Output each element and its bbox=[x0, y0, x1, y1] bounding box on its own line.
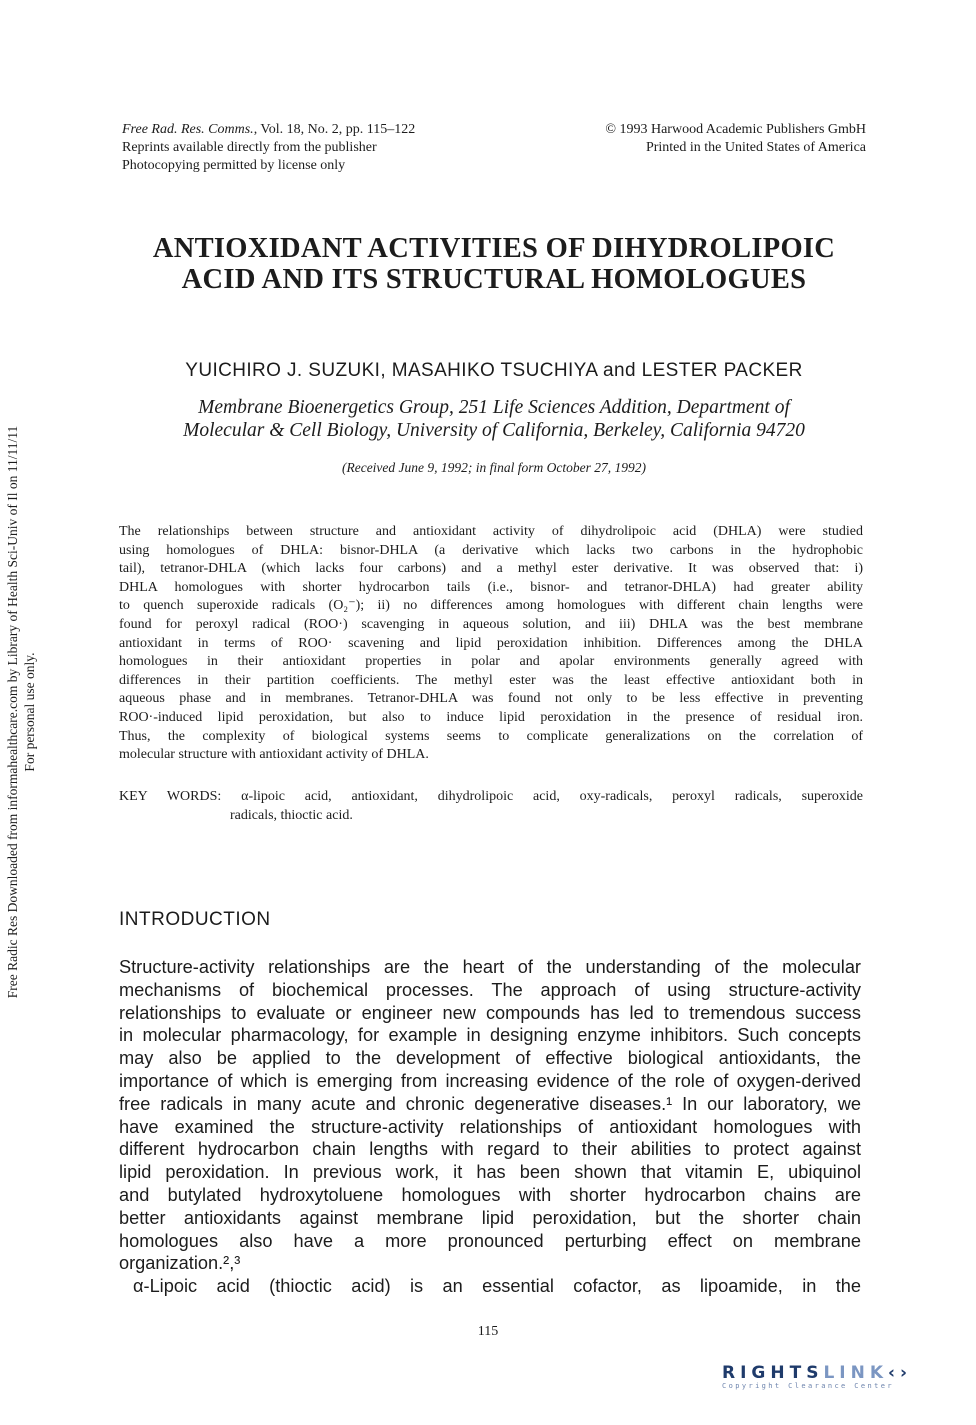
body-line: relationships to evaluate or engineer new compounds has led to tremendous success bbox=[119, 1002, 861, 1023]
abstract-line: using homologues of DHLA: bisnor-DHLA (a derivative which lacks two carbons in the hydrophobic bbox=[119, 542, 863, 558]
journal-citation: , Vol. 18, No. 2, pp. 115–122 bbox=[253, 122, 416, 137]
body-line: in molecular pharmacology, for example in designing enzyme inhibitors. Such concepts bbox=[119, 1025, 861, 1046]
rightslink-brand-dark: RIGHTS bbox=[722, 1363, 824, 1383]
body-line: lipid peroxidation. In previous work, it has been shown that vitamin E, ubiquinol bbox=[119, 1162, 861, 1183]
body-line: better antioxidants against membrane lipid peroxidation, but the shorter chain bbox=[119, 1207, 861, 1228]
article-title bbox=[100, 233, 888, 295]
abstract-line: found for peroxyl radical (ROO·) scavenging in aqueous solution, and iii) DHLA was the best membrane bbox=[119, 616, 863, 632]
abstract bbox=[119, 523, 863, 765]
reprints-note: Reprints available directly from the publisher bbox=[122, 140, 377, 155]
abstract-line: homologues in their antioxidant properties in polar and apolar environments generally agreed with bbox=[119, 654, 863, 670]
section-heading: INTRODUCTION bbox=[119, 909, 271, 930]
body-line: and butylated hydroxytoluene homologues with shorter hydrocarbon chains are bbox=[119, 1184, 861, 1205]
keywords-line-1: α-lipoic acid, antioxidant, dihydrolipoic acid, oxy-radicals, peroxyl radicals, superoxide bbox=[241, 789, 864, 804]
abstract-line: molecular structure with antioxidant activity of DHLA. bbox=[119, 747, 429, 763]
body-line: mechanisms of biochemical processes. The approach of using structure-activity bbox=[119, 979, 861, 1000]
abstract-line: aqueous phase and in membranes. Tetranor-DHLA was found not only to be less effective in preventing bbox=[119, 691, 863, 707]
rightslink-logo[interactable] bbox=[722, 1363, 962, 1403]
affiliation-line-2: Molecular & Cell Biology, University of California, Berkeley, California 94720 bbox=[183, 420, 805, 441]
body-line: free radicals in many acute and chronic degenerative diseases.¹ In our laboratory, we bbox=[119, 1093, 861, 1114]
download-watermark bbox=[4, 352, 52, 1072]
rightslink-arrows-icon: ‹› bbox=[888, 1363, 913, 1383]
affiliation-line-1: Membrane Bioenergetics Group, 251 Life Sciences Addition, Department of bbox=[198, 397, 790, 418]
abstract-line: antioxidant in terms of ROO· scavening and lipid peroxidation inhibition. Differences among the DHLA bbox=[119, 635, 863, 651]
abstract-line: differences in their partition coefficients. The methyl ester was the least effective antioxidant both in bbox=[119, 672, 863, 688]
title-line-2: ACID AND ITS STRUCTURAL HOMOLOGUES bbox=[181, 264, 807, 295]
abstract-line: DHLA homologues with shorter hydrocarbon tails (i.e., bisnor- and tetranor-DHLA) had greater ability bbox=[119, 579, 863, 595]
abstract-line: ROO·-induced lipid peroxidation, but also to induce lipid peroxidation in the presence of residual iron. bbox=[119, 709, 863, 725]
keywords-line-2: radicals, thioctic acid. bbox=[230, 807, 353, 823]
received-dates: (Received June 9, 1992; in final form October 27, 1992) bbox=[341, 460, 647, 475]
abstract-line: Thus, the complexity of biological systems seems to complicate generalizations on the correlation of bbox=[119, 728, 863, 744]
author-list: YUICHIRO J. SUZUKI, MASAHIKO TSUCHIYA and LESTER PACKER bbox=[185, 360, 803, 381]
affiliation bbox=[100, 396, 888, 442]
watermark-line-1: Free Radic Res Downloaded from informahealthcare.com by Library of Health Sci-Univ of Il on 11/11/11 bbox=[5, 425, 20, 999]
page-number: 115 bbox=[477, 1324, 499, 1339]
body-line: Structure-activity relationships are the heart of the understanding of the molecular bbox=[119, 957, 861, 977]
abstract-line: tail), tetranor-DHLA (which lacks four carbons) and a methyl ester derivative. It was observed that: i) bbox=[119, 561, 863, 577]
keywords-label: KEY WORDS: bbox=[119, 789, 222, 804]
body-text bbox=[119, 956, 861, 1298]
abstract-line: to quench superoxide radicals (O₂⁻); ii) no differences among homologues with different chain lengths were bbox=[119, 598, 863, 614]
body-line: may also be applied to the development of effective biological antioxidants, the bbox=[119, 1048, 861, 1069]
copyright-notice: © 1993 Harwood Academic Publishers GmbH bbox=[605, 122, 866, 137]
keywords bbox=[119, 788, 863, 825]
journal-name: Free Rad. Res. Comms. bbox=[122, 122, 254, 137]
watermark-line-2: For personal use only. bbox=[22, 652, 37, 772]
body-line: importance of which is emerging from increasing evidence of the role of oxygen-derived bbox=[119, 1070, 861, 1091]
abstract-line: The relationships between structure and antioxidant activity of dihydrolipoic acid (DHLA) were studied bbox=[119, 524, 863, 539]
rightslink-brand-light: LINK bbox=[823, 1363, 888, 1383]
body-line: α-Lipoic acid (thioctic acid) is an essential cofactor, as lipoamide, in the bbox=[133, 1276, 861, 1297]
body-line: homologues also have a more pronounced perturbing effect on membrane bbox=[119, 1230, 861, 1251]
body-line: organization.²,³ bbox=[119, 1253, 241, 1274]
photocopy-note: Photocopying permitted by license only bbox=[122, 158, 346, 173]
printed-notice: Printed in the United States of America bbox=[645, 140, 866, 155]
body-line: different hydrocarbon chain lengths with regard to their abilities to protect against bbox=[119, 1139, 861, 1160]
body-line: have examined the structure-activity relationships of antioxidant homologues with bbox=[119, 1116, 861, 1137]
rightslink-tagline: Copyright Clearance Center bbox=[722, 1382, 894, 1390]
title-line-1: ANTIOXIDANT ACTIVITIES OF DIHYDROLIPOIC bbox=[152, 233, 836, 264]
